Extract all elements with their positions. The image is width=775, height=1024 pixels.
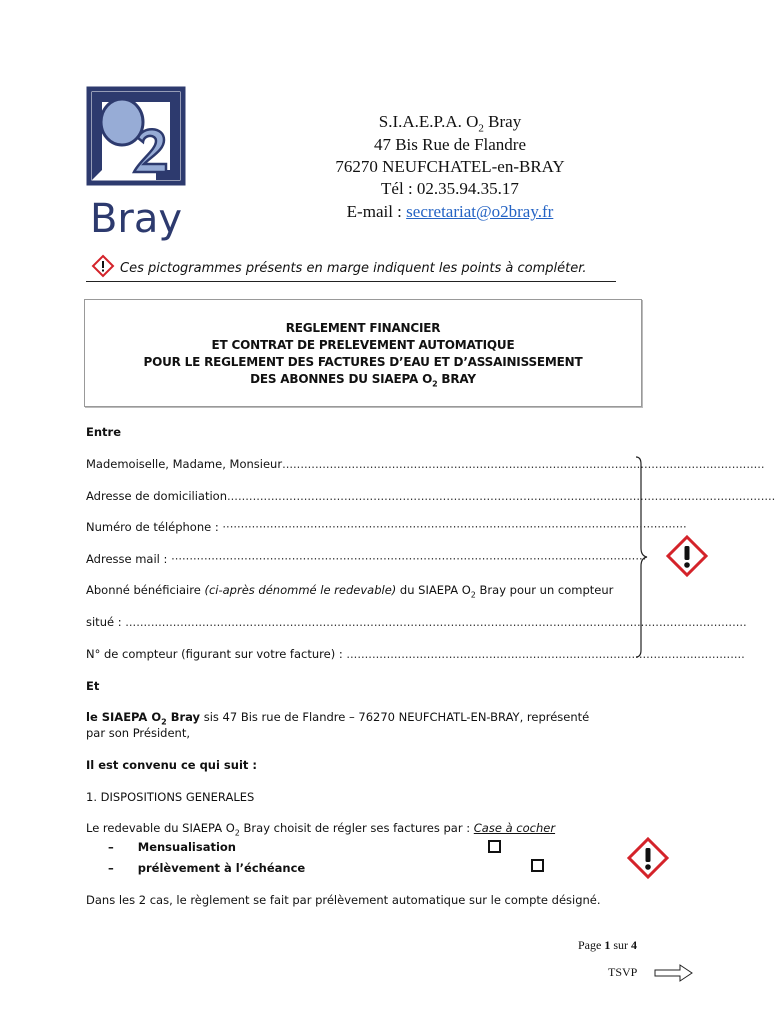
o2-bray-logo [86,86,186,242]
fields-bracket [634,456,648,658]
title-line-4: DES ABONNES DU SIAEPA $O_2$ BRAY [250,372,476,389]
arrow-right-icon [654,964,694,982]
title-line-2: ET CONTRAT DE PRELEVEMENT AUTOMATIQUE [211,338,515,352]
org-email-line: E-mail : secretariat@o2bray.fr [346,202,554,221]
option-prelevement: – prélèvement à l’échéance [108,861,306,875]
field-name: Mademoiselle, Madame, Monsieur.................................................................................................................................... [86,457,765,471]
field-phone: Numéro de téléphone : ······························································································································· [86,520,687,534]
et-label: Et [86,679,100,693]
payment-choice: Le redevable du SIAEPA $O_2$ Bray choisit de régler ses factures par : Case à cocher [86,821,556,838]
notice-text: Ces pictogrammes présents en marge indiquent les points à compléter. [120,261,587,276]
tsvp-label: TSVP [608,965,638,979]
entre-label: Entre [86,425,122,439]
title-box [84,299,642,407]
convenu-label: Il est convenu ce qui suit : [86,758,258,772]
section-1-heading: 1. DISPOSITIONS GENERALES [86,790,255,804]
both-cases-text: Dans les 2 cas, le règlement se fait par prélèvement automatique sur le compte désigné. [86,893,601,907]
siaepa-party-line2: par son Président, [86,726,190,740]
org-phone: Tél : 02.35.94.35.17 [381,179,519,198]
title-line-1: REGLEMENT FINANCIER [285,321,441,335]
title-line-3: POUR LE REGLEMENT DES FACTURES D’EAU ET D’ASSAINISSEMENT [143,355,583,369]
org-street: 47 Bis Rue de Flandre [373,135,527,154]
field-situe: situé : .......................................................................................................................................................................... [86,615,747,629]
field-address: Adresse de domiciliation...................................................................................................................................................... [86,489,775,503]
field-mail: Adresse mail : ·································································································································· [86,552,647,566]
prelevement-checkbox[interactable] [531,859,544,872]
org-name: S.I.A.E.P.A. $O_2$ Bray [378,112,522,135]
org-city: 76270 NEUFCHATEL-en-BRAY [335,157,565,176]
field-abonne: Abonné bénéficiaire (ci-après dénommé le redevable) du SIAEPA $O_2$ Bray pour un compteur [86,583,614,600]
warning-diamond-icon [628,838,668,878]
mensualisation-checkbox[interactable] [488,840,501,853]
warning-diamond-icon [667,536,707,576]
warning-diamond-icon [92,255,114,277]
siaepa-party: le SIAEPA $O_2$ Bray sis 47 Bis rue de Flandre – 76270 NEUFCHATL-EN-BRAY, représenté [86,710,590,727]
pictogram-notice [86,255,616,282]
email-link[interactable]: secretariat@o2bray.fr [406,202,554,221]
option-mensualisation: – Mensualisation [108,840,236,854]
page-number: Page 1 sur 4 [578,938,637,952]
checkbox-hint: Case à cocher [473,821,556,835]
logo-wordmark: Bray [89,196,183,242]
field-compteur: N° de compteur (figurant sur votre facture) : ............................................................................................................. [86,647,745,661]
